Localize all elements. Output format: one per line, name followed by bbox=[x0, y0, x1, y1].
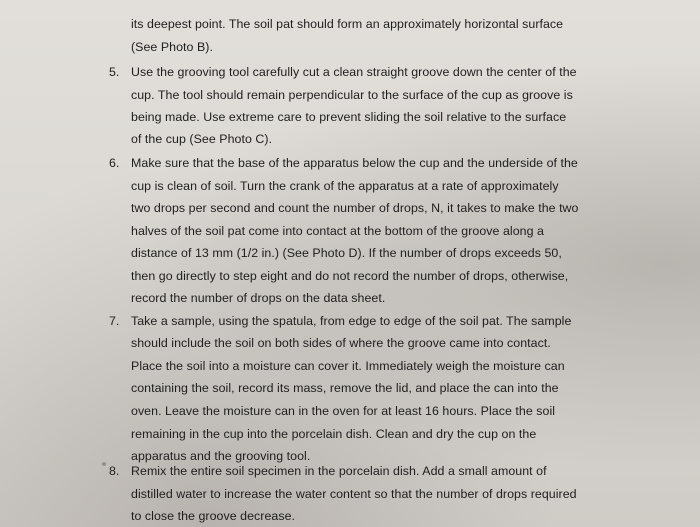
step-text-line: containing the soil, record its mass, remove the lid, and place the can into the bbox=[131, 381, 559, 395]
step-text-line: Take a sample, using the spatula, from edge to edge of the soil pat. The sample bbox=[131, 314, 572, 328]
intro-line: (See Photo B). bbox=[131, 40, 213, 54]
step-text-line: Make sure that the base of the apparatus below the cup and the underside of the bbox=[131, 156, 578, 170]
step-text-line: being made. Use extreme care to prevent sliding the soil relative to the surface bbox=[131, 110, 567, 124]
step-text-line: two drops per second and count the number of drops, N, it takes to make the two bbox=[131, 201, 579, 215]
pen-mark bbox=[102, 462, 106, 466]
intro-line: its deepest point. The soil pat should form an approximately horizontal surface bbox=[131, 17, 564, 31]
step-number: 8. bbox=[109, 464, 120, 478]
step-text-line: then go directly to step eight and do not record the number of drops, otherwise, bbox=[131, 269, 569, 283]
step-number: 7. bbox=[109, 314, 120, 328]
step-text-line: halves of the soil pat come into contact at the bottom of the groove along a bbox=[131, 224, 544, 238]
step-text-line: remaining in the cup into the porcelain dish. Clean and dry the cup on the bbox=[131, 427, 537, 441]
step-text-line: distilled water to increase the water content so that the number of drops required bbox=[131, 487, 577, 501]
step-text-line: distance of 13 mm (1/2 in.) (See Photo D). If the number of drops exceeds 50, bbox=[131, 246, 562, 260]
step-text-line: Remix the entire soil specimen in the porcelain dish. Add a small amount of bbox=[131, 464, 547, 478]
step-number: 6. bbox=[109, 156, 120, 170]
step-text-line: cup. The tool should remain perpendicular to the surface of the cup as groove is bbox=[131, 88, 573, 102]
step-text-line: oven. Leave the moisture can in the oven for at least 16 hours. Place the soil bbox=[131, 404, 556, 418]
step-text-line: Use the grooving tool carefully cut a clean straight groove down the center of the bbox=[131, 65, 577, 79]
step-text-line: record the number of drops on the data sheet. bbox=[131, 291, 386, 305]
step-text-line: cup is clean of soil. Turn the crank of the apparatus at a rate of approximately bbox=[131, 179, 559, 193]
step-text-line: to close the groove decrease. bbox=[131, 509, 296, 523]
step-text-line: Place the soil into a moisture can cover it. Immediately weigh the moisture can bbox=[131, 359, 565, 373]
step-text-line: apparatus and the grooving tool. bbox=[131, 449, 311, 463]
step-number: 5. bbox=[109, 65, 120, 79]
step-text-line: of the cup (See Photo C). bbox=[131, 132, 273, 146]
step-text-line: should include the soil on both sides of where the groove came into contact. bbox=[131, 336, 551, 350]
